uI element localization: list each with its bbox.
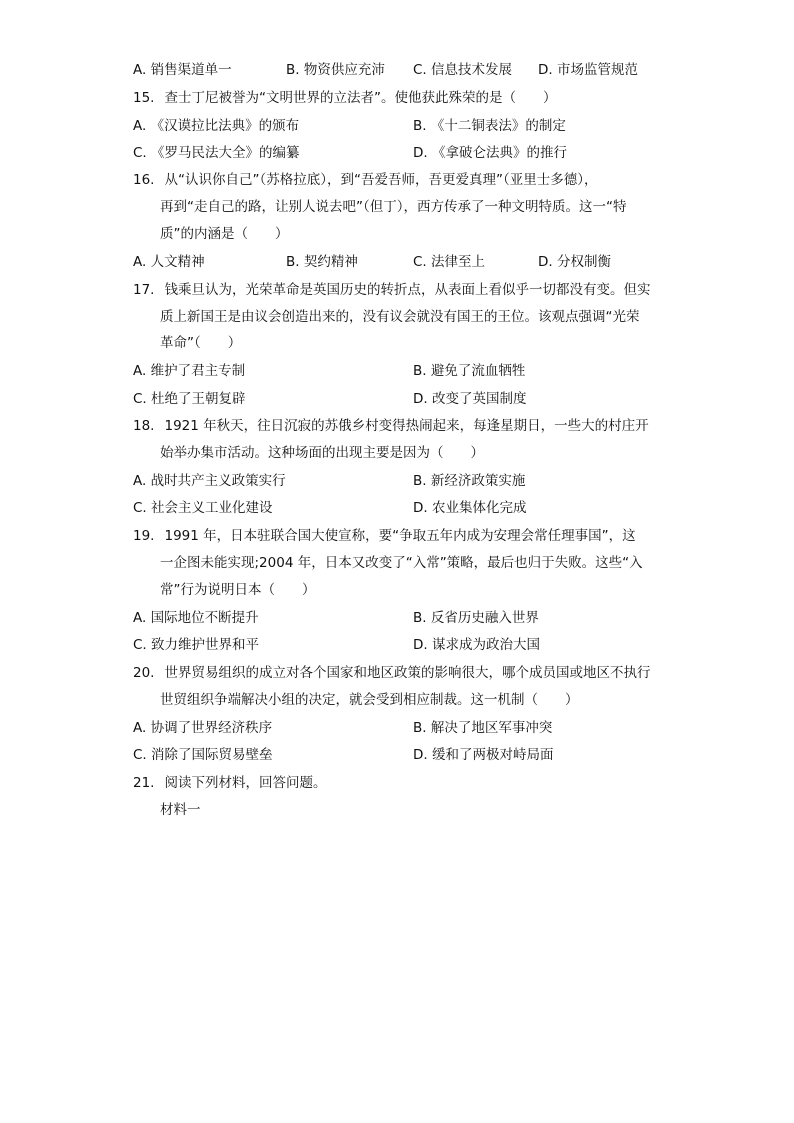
answer-option: B. 解决了地区军事冲突 — [413, 720, 553, 736]
answer-option: C. 致力维护世界和平 — [133, 637, 260, 653]
question-text: 世界贸易组织的成立对各个国家和地区政策的影响很大，哪个成员国或地区不执行 — [164, 665, 651, 681]
question-number: 17. — [133, 282, 155, 298]
question-text-continued: 再到“走自己的路，让别人说去吧”（但丁），西方传承了一种文明特质。这一“特 — [160, 199, 627, 215]
answer-option: A. 销售渠道单一 — [133, 62, 232, 78]
question-line — [133, 170, 597, 190]
question-number: 21. — [133, 775, 155, 791]
answer-option: D. 改变了英国制度 — [413, 391, 527, 407]
answer-option: D. 缓和了两极对峙局面 — [413, 747, 554, 763]
answer-option: B. 新经济政策实施 — [413, 473, 526, 489]
question-text: 钱乘旦认为，光荣革命是英国历史的转折点，从表面上看似乎一切都没有变。但实 — [164, 282, 651, 298]
question-text-continued: 材料一 — [160, 802, 201, 818]
answer-option: C. 杜绝了王朝复辟 — [133, 391, 246, 407]
answer-option: B. 避免了流血牺牲 — [413, 363, 526, 379]
answer-option: A. 国际地位不断提升 — [133, 610, 259, 626]
question-text: 1921 年秋天，往日沉寂的苏俄乡村变得热闹起来，每逢星期日，一些大的村庄开 — [164, 418, 649, 434]
answer-option: C. 法律至上 — [413, 254, 486, 270]
answer-option: D. 谋求成为政治大国 — [413, 637, 540, 653]
answer-option: A. 战时共产主义政策实行 — [133, 473, 286, 489]
answer-option: B. 物资供应充沛 — [286, 62, 385, 78]
answer-option: A. 《汉谟拉比法典》的颁布 — [133, 118, 300, 134]
question-text-continued: 质”的内涵是（ ） — [160, 226, 289, 242]
answer-option: A. 人文精神 — [133, 254, 205, 270]
question-text: 阅读下列材料，回答问题。 — [164, 775, 327, 791]
question-text-continued: 一企图未能实现;2004 年，日本又改变了“入常”策略，最后也归于失败。这些“入 — [160, 555, 643, 571]
answer-option: B. 《十二铜表法》的制定 — [413, 118, 566, 134]
question-text: 1991 年，日本驻联合国大使宣称，要“争取五年内成为安理会常任理事国”，这 — [164, 528, 636, 544]
answer-option: C. 《罗马民法大全》的编纂 — [133, 145, 300, 161]
question-text-continued: 革命”（ ） — [160, 335, 242, 351]
question-line — [133, 526, 636, 546]
answer-option: D. 农业集体化完成 — [413, 500, 527, 516]
question-text-continued: 质上新国王是由议会创造出来的，没有议会就没有国王的王位。该观点强调“光荣 — [160, 309, 640, 325]
question-line — [133, 773, 326, 793]
answer-option: C. 消除了国际贸易壁垒 — [133, 747, 273, 763]
question-text: 查士丁尼被誉为“文明世界的立法者”。使他获此殊荣的是（ ） — [164, 90, 557, 106]
answer-option: A. 维护了君主专制 — [133, 363, 246, 379]
answer-option: A. 协调了世界经济秩序 — [133, 720, 273, 736]
question-number: 16. — [133, 172, 155, 188]
answer-option: D. 分权制衡 — [538, 254, 611, 270]
question-line — [133, 280, 650, 300]
answer-option: D. 市场监管规范 — [538, 62, 638, 78]
answer-option: D. 《拿破仑法典》的推行 — [413, 145, 567, 161]
question-number: 20. — [133, 665, 155, 681]
question-line — [133, 416, 649, 436]
question-text: 从“认识你自己”（苏格拉底），到“吾爱吾师，吾更爱真理”（亚里士多德）， — [164, 172, 598, 188]
answer-option: C. 社会主义工业化建设 — [133, 500, 273, 516]
question-text-continued: 始举办集市活动。这种场面的出现主要是因为（ ） — [160, 445, 484, 461]
question-text-continued: 常”行为说明日本（ ） — [160, 582, 316, 598]
question-text-continued: 世贸组织争端解决小组的决定，就会受到相应制裁。这一机制（ ） — [160, 692, 579, 708]
question-line — [133, 663, 650, 683]
answer-option: B. 契约精神 — [286, 254, 358, 270]
answer-option: C. 信息技术发展 — [413, 62, 513, 78]
question-number: 19. — [133, 528, 155, 544]
question-number: 15. — [133, 90, 155, 106]
question-line — [133, 88, 556, 108]
question-number: 18. — [133, 418, 155, 434]
answer-option: B. 反省历史融入世界 — [413, 610, 539, 626]
